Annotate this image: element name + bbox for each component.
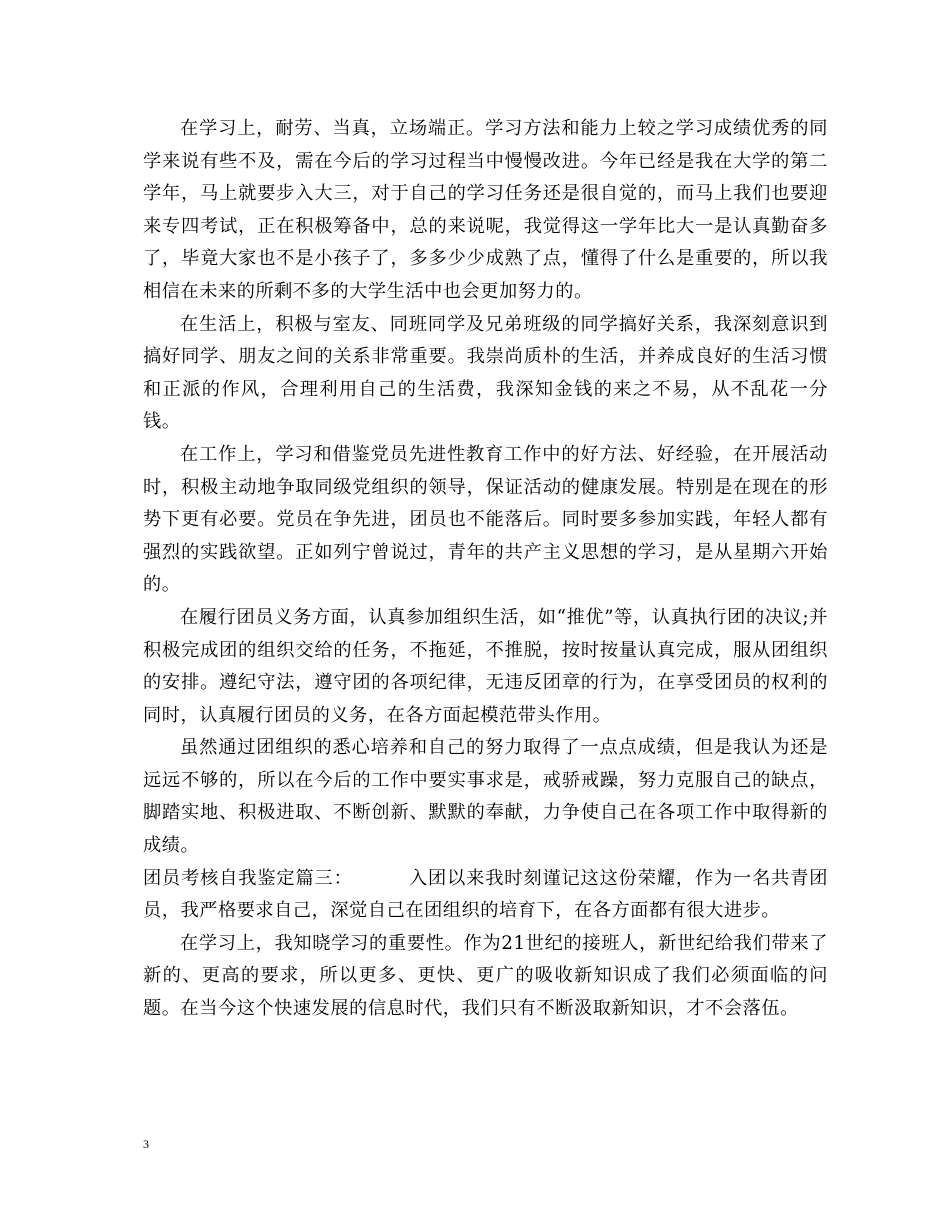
paragraph-conclusion: 虽然通过团组织的悉心培养和自己的努力取得了一点点成绩，但是我认为还是远远不够的，所以在今后的工作中要实事求是，戒骄戒躁，努力克服自己的缺点，脚踏实地、积极进取、不断创新、默默的奉献，力争使自己在各项工作中取得新的成绩。 — [143, 737, 828, 857]
paragraph-study-importance: 在学习上，我知晓学习的重要性。作为21世纪的接班人，新世纪给我们带来了新的、更高的要求，所以更多、更快、更广的吸收新知识成了我们必须面临的问题。在当今这个快速发展的信息时代，我们只有不断汲取新知识，才不会落伍。 — [143, 932, 828, 1020]
document-body — [143, 113, 828, 1026]
section-text: 入团以来我时刻谨记这这份荣耀，作为一名共青团员，我严格要求自己，深觉自己在团组织的培育下，在各方面都有很大进步。 — [143, 867, 828, 922]
paragraph-study: 在学习上，耐劳、当真，立场端正。学习方法和能力上较之学习成绩优秀的同学来说有些不及，需在今后的学习过程当中慢慢改进。今年已经是我在大学的第二学年，马上就要步入大三，对于自己的学习任务还是很自觉的，而马上我们也要迎来专四考试，正在积极筹备中，总的来说呢，我觉得这一学年比大一是认真勤奋多了，毕竟大家也不是小孩子了，多多少少成熟了点，懂得了什么是重要的，所以我相信在未来的所剩不多的大学生活中也会更加努力的。 — [143, 118, 828, 302]
section-heading: 团员考核自我鉴定篇三： — [143, 867, 353, 889]
section-paragraph — [143, 863, 828, 928]
page-number: 3 — [143, 1137, 149, 1151]
paragraph-life: 在生活上，积极与室友、同班同学及兄弟班级的同学搞好关系，我深刻意识到搞好同学、朋友之间的关系非常重要。我崇尚质朴的生活，并养成良好的生活习惯和正派的作风，合理利用自己的生活费，我深知金钱的来之不易，从不乱花一分钱。 — [143, 313, 828, 433]
paragraph-duty: 在履行团员义务方面，认真参加组织生活，如“推优”等，认真执行团的决议;并积极完成团的组织交给的任务，不拖延，不推脱，按时按量认真完成，服从团组织的安排。遵纪守法，遵守团的各项纪律，无违反团章的行为，在享受团员的权利的同时，认真履行团员的义务，在各方面起模范带头作用。 — [143, 606, 828, 726]
paragraph-work: 在工作上，学习和借鉴党员先进性教育工作中的好方法、好经验，在开展活动时，积极主动地争取同级党组织的领导，保证活动的健康发展。特别是在现在的形势下更有必要。党员在争先进，团员也不能落后。同时要多参加实践，年轻人都有强烈的实践欲望。正如列宁曾说过，青年的共产主义思想的学习，是从星期六开始的。 — [143, 443, 828, 596]
